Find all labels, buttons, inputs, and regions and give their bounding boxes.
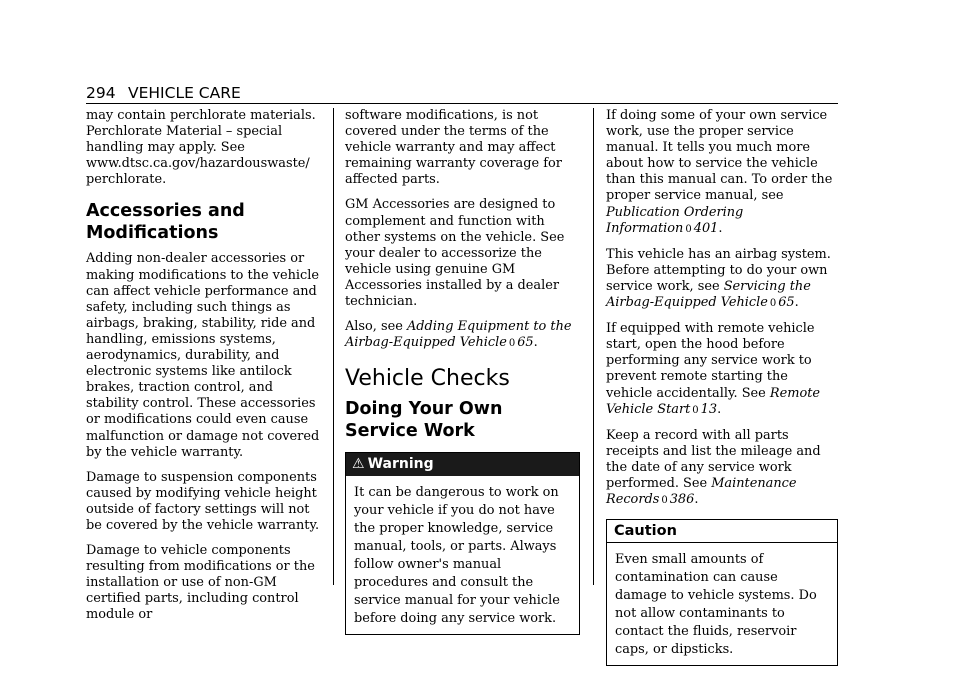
accessories-paragraph-3: Damage to vehicle components resulting from modifications or the installation or use of non-GM certified parts, including control module or bbox=[86, 543, 315, 623]
records-text: Keep a record with all parts receipts and list the mileage and the date of any service work performed. See bbox=[606, 427, 821, 491]
adding-equipment-link[interactable]: Adding Equipment to the Airbag-Equipped Vehicle bbox=[345, 319, 572, 351]
remote-start-page[interactable]: 13 bbox=[700, 401, 718, 417]
airbag-paragraph: This vehicle has an airbag system. Before attempting to do your own service work, see Servicing the Airbag-Equipped Vehicle 0 65. bbox=[606, 246, 831, 311]
intro-paragraph: may contain perchlorate materials. Perchlorate Material – special handling may apply. See www.dtsc.ca.gov/hazardouswaste/ perchlorate. bbox=[86, 108, 316, 188]
warning-header bbox=[346, 453, 579, 476]
service-work-heading-line2: Service Work bbox=[345, 421, 475, 442]
caution-box bbox=[606, 519, 838, 666]
column-1 bbox=[86, 108, 323, 633]
records-paragraph: Keep a record with all parts receipts and list the mileage and the date of any service work performed. See Maintenance Records 0 386. bbox=[606, 427, 821, 508]
service-work-heading-line1: Doing Your Own bbox=[345, 399, 503, 420]
accessories-paragraph-1: Adding non-dealer accessories or making modifications to the vehicle can affect vehicle performance and safety, including such things as airbags, braking, stability, ride and handling, emissions systems, aerodynamics, durability, and electronic systems like antilock brakes, traction control, and stability control. These accessories or modifications could even cause malfunction or damage not covered by the vehicle warranty. bbox=[86, 251, 320, 460]
service-manual-paragraph: If doing some of your own service work, use the proper service manual. It tells you much more about how to service the vehicle than this manual can. To order the proper service manual, see Publication Ordering Information 0 401. bbox=[606, 108, 833, 236]
page-ref-arrow-icon: 0 bbox=[685, 223, 692, 235]
column-divider-2 bbox=[593, 108, 594, 585]
gm-accessories-paragraph: GM Accessories are designed to complement and function with other systems on the vehicle. See your dealer to accessorize the vehicle using genuine GM Accessories installed by a dealer technician. bbox=[345, 197, 565, 310]
page-header bbox=[86, 84, 838, 104]
warning-text: It can be dangerous to work on your vehicle if you do not have the proper knowledge, service manual, tools, or parts. Always follow owner's manual procedures and consult the service manual for your vehicle before doing any service work. bbox=[354, 485, 560, 627]
adding-equipment-page[interactable]: 65 bbox=[517, 335, 534, 351]
caution-text: Even small amounts of contamination can cause damage to vehicle systems. Do not allow contaminants to contact the fluids, reservoir caps, or dipsticks. bbox=[615, 552, 817, 658]
airbag-text: This vehicle has an airbag system. Before attempting to do your own service work, see bbox=[606, 246, 831, 294]
also-see-paragraph: Also, see Adding Equipment to the Airbag-Equipped Vehicle 0 65. bbox=[345, 319, 572, 351]
publication-ordering-page[interactable]: 401 bbox=[693, 220, 719, 236]
software-paragraph: software modifications, is not covered under the terms of the vehicle warranty and may affect remaining warranty coverage for affected parts. bbox=[345, 108, 562, 188]
servicing-airbag-link[interactable]: Servicing the Airbag-Equipped Vehicle bbox=[606, 278, 811, 311]
column-divider-1 bbox=[333, 108, 334, 585]
warning-box bbox=[345, 452, 580, 635]
accessories-paragraph-2: Damage to suspension components caused by modifying vehicle height outside of factory settings will not be covered by the vehicle warranty. bbox=[86, 469, 320, 533]
column-3 bbox=[606, 108, 838, 666]
vehicle-checks-title: Vehicle Checks bbox=[345, 366, 510, 392]
page-ref-arrow-icon: 0 bbox=[508, 338, 516, 350]
warning-title: Warning bbox=[367, 456, 434, 473]
section-title: VEHICLE CARE bbox=[128, 84, 241, 102]
service-manual-text: If doing some of your own service work, use the proper service manual. It tells you much more about how to service the vehicle than this manual can. To order the proper service manual, see bbox=[606, 108, 833, 204]
also-see-prefix: Also, see bbox=[345, 319, 403, 335]
servicing-airbag-page[interactable]: 65 bbox=[778, 295, 795, 311]
accessories-heading bbox=[86, 200, 323, 244]
caution-title: Caution bbox=[607, 520, 837, 543]
accessories-heading-line2: Modifications bbox=[86, 223, 219, 244]
remote-start-link[interactable]: Remote Vehicle Start bbox=[606, 385, 821, 417]
accessories-heading-line1: Accessories and bbox=[86, 201, 245, 222]
service-work-heading bbox=[345, 398, 580, 442]
warning-triangle-icon: ⚠ bbox=[352, 456, 365, 473]
remote-start-text: If equipped with remote vehicle start, open the hood before performing any service work to prevent remote starting the vehicle accidentally. See bbox=[606, 321, 815, 401]
column-2 bbox=[345, 108, 580, 635]
page-ref-arrow-icon: 0 bbox=[692, 404, 699, 416]
remote-start-paragraph: If equipped with remote vehicle start, open the hood before performing any service work to prevent remote starting the vehicle accidentally. See Remote Vehicle Start 0 13. bbox=[606, 321, 821, 417]
publication-ordering-link[interactable]: Publication Ordering Information bbox=[606, 204, 744, 236]
page-ref-arrow-icon: 0 bbox=[769, 298, 777, 310]
maintenance-records-link[interactable]: Maintenance Records bbox=[606, 475, 797, 508]
page-ref-arrow-icon: 0 bbox=[661, 495, 668, 507]
maintenance-records-page[interactable]: 386 bbox=[669, 492, 695, 508]
page-number: 294 bbox=[86, 84, 116, 102]
